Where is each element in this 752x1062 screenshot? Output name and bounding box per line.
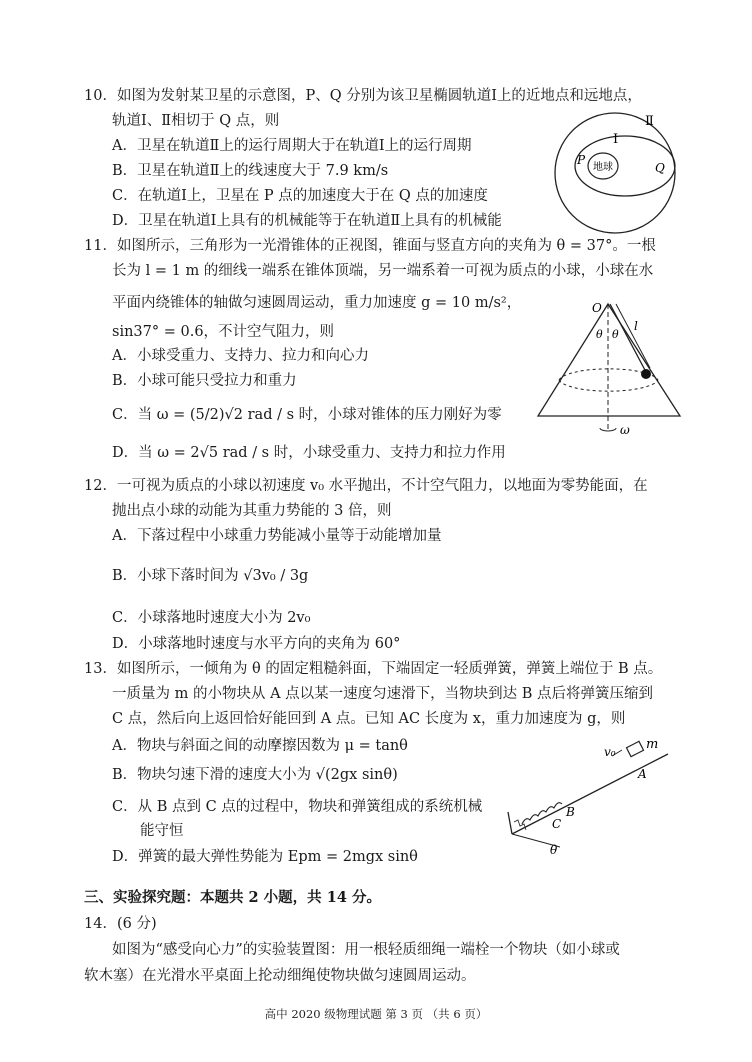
- q14-text-line1: 如图为“感受向心力”的实验装置图：用一根轻质细绳一端栓一个物块（如小球或: [112, 942, 620, 958]
- q12-stem-line2: 抛出点小球的动能为其重力势能的 3 倍，则: [112, 503, 392, 519]
- cone-outline: [538, 304, 680, 416]
- block-m: [626, 741, 643, 756]
- q10-option-d: D．卫星在轨道Ⅰ上具有的机械能等于在轨道Ⅱ上具有的机械能: [112, 213, 502, 229]
- theta-right-label: θ: [612, 328, 619, 341]
- omega-label: ω: [620, 423, 630, 437]
- q13-option-c-line2: 能守恒: [140, 823, 184, 839]
- point-q-label: Q: [655, 161, 665, 175]
- q11-stem-line1: 11．如图所示，三角形为一光滑锥体的正视图，锥面与竖直方向的夹角为 θ = 37°。一根: [84, 238, 656, 254]
- earth-label: 地球: [593, 162, 613, 173]
- q13-stem-line2: 一质量为 m 的小物块从 A 点以某一速度匀速滑下，当物块到达 B 点后将弹簧压缩到: [112, 686, 654, 702]
- q13-option-a: A．物块与斜面之间的动摩擦因数为 μ = tanθ: [112, 738, 408, 754]
- v0-label: v₀: [604, 745, 616, 759]
- wall-hatch: [514, 820, 526, 830]
- orbit-2-label: Ⅱ: [645, 114, 654, 129]
- q11-cone-diagram: [530, 292, 690, 442]
- section-3-heading: 三、实验探究题：本题共 2 小题，共 14 分。: [84, 889, 381, 906]
- q13-option-b: B．物块匀速下滑的速度大小为 √(2gx sinθ): [112, 767, 398, 783]
- q12-option-d: D．小球落地时速度与水平方向的夹角为 60°: [112, 636, 401, 652]
- incline-surface: [512, 754, 668, 834]
- q12-option-b: B．小球下落时间为 √3v₀ / 3g: [112, 568, 309, 584]
- q13-incline-diagram: [500, 732, 680, 862]
- angle-theta-label: θ: [550, 843, 558, 857]
- q13-option-d: D．弹簧的最大弹性势能为 Epm = 2mgx sinθ: [112, 849, 418, 865]
- point-p-label: P: [577, 153, 586, 167]
- q13-stem-line1: 13．如图所示，一倾角为 θ 的固定粗糙斜面，下端固定一轻质弹簧，弹簧上端位于 B 点。: [84, 661, 663, 677]
- orbit-1-label: Ⅰ: [613, 132, 619, 147]
- q12-option-a: A．下落过程中小球重力势能减小量等于动能增加量: [112, 528, 442, 544]
- q13-stem-line3: C 点，然后向上返回恰好能回到 A 点。已知 AC 长度为 x，重力加速度为 g，则: [112, 711, 626, 727]
- point-b-label: B: [566, 805, 575, 819]
- q11-stem-line4: sin37° = 0.6，不计空气阻力，则: [112, 324, 335, 340]
- q11-option-a: A．小球受重力、支持力、拉力和向心力: [112, 348, 369, 364]
- wall-line: [508, 812, 512, 834]
- apex-o-label: O: [592, 301, 602, 315]
- q12-option-c: C．小球落地时速度大小为 2v₀: [112, 610, 311, 626]
- q11-option-b: B．小球可能只受拉力和重力: [112, 373, 297, 389]
- q10-orbit-diagram: [550, 110, 680, 236]
- q13-option-c-line1: C．从 B 点到 C 点的过程中，物块和弹簧组成的系统机械: [112, 799, 483, 815]
- q11-option-c: C．当 ω = (5/2)√2 rad / s 时，小球对锥体的压力刚好为零: [112, 407, 502, 423]
- ball: [641, 369, 651, 379]
- theta-left-label: θ: [596, 328, 603, 341]
- string-line-2: [616, 304, 650, 368]
- q11-stem-line2: 长为 l = 1 m 的细线一端系在锥体顶端，另一端系着一可视为质点的小球，小球在水: [112, 263, 654, 279]
- length-l-label: l: [634, 319, 638, 333]
- point-c-label: C: [552, 817, 562, 831]
- q12-stem-line1: 12．一可视为质点的小球以初速度 v₀ 水平抛出，不计空气阻力，以地面为零势能面，在: [84, 478, 648, 494]
- q14-text-line2: 软木塞）在光滑水平桌面上抡动细绳使物块做匀速圆周运动。: [84, 968, 476, 984]
- q10-stem-line2: 轨道Ⅰ、Ⅱ相切于 Q 点，则: [112, 113, 280, 129]
- q10-stem-line1: 10．如图为发射某卫星的示意图，P、Q 分别为该卫星椭圆轨道Ⅰ上的近地点和远地点，: [84, 88, 642, 104]
- page-footer: 高中 2020 级物理试题 第 3 页 （共 6 页）: [264, 1007, 488, 1021]
- q10-option-c: C．在轨道Ⅰ上，卫星在 P 点的加速度大于在 Q 点的加速度: [112, 188, 488, 204]
- mass-m-label: m: [646, 737, 659, 752]
- q14-heading: 14．(6 分): [84, 916, 157, 932]
- q10-option-b: B．卫星在轨道Ⅱ上的线速度大于 7.9 km/s: [112, 163, 389, 179]
- q11-stem-line3: 平面内绕锥体的轴做匀速圆周运动，重力加速度 g = 10 m/s²，: [112, 295, 522, 311]
- point-a-label: A: [638, 767, 647, 781]
- q10-option-a: A．卫星在轨道Ⅱ上的运行周期大于在轨道Ⅰ上的运行周期: [112, 138, 472, 154]
- q11-option-d: D．当 ω = 2√5 rad / s 时，小球受重力、支持力和拉力作用: [112, 445, 506, 461]
